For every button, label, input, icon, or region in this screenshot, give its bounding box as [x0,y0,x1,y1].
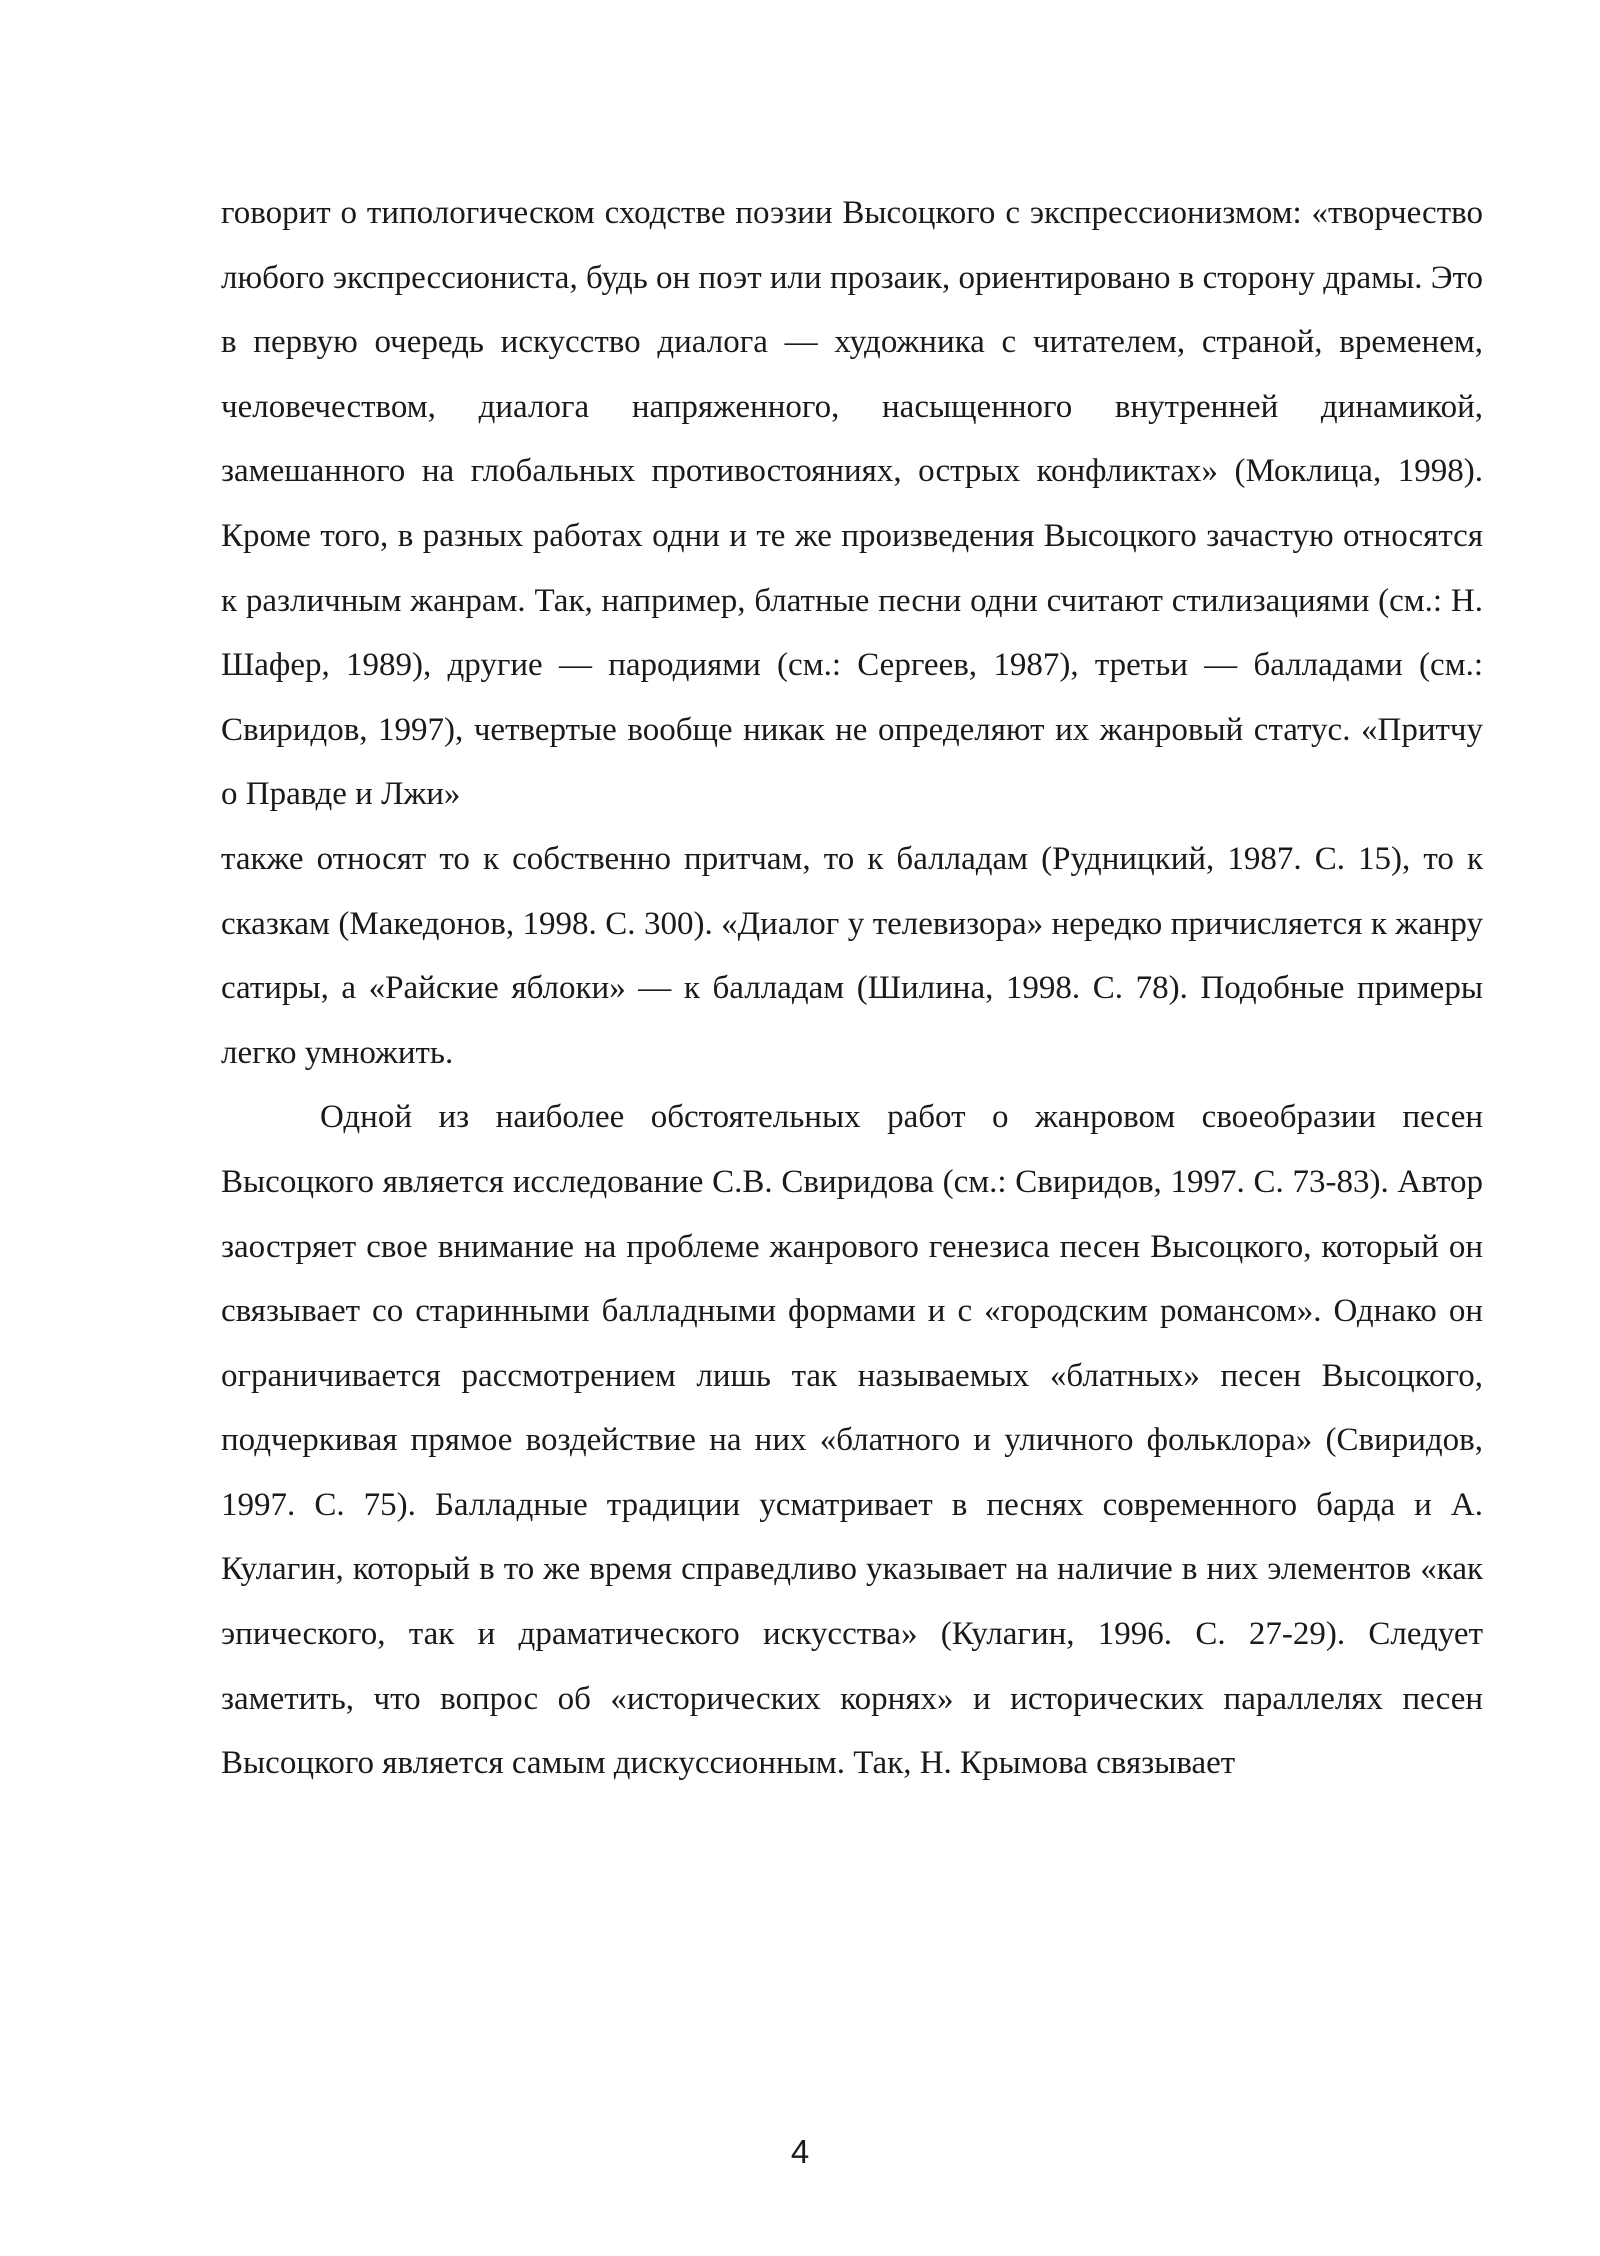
page-number: 4 [790,2133,810,2170]
paragraph-3: Одной из наиболее обстоятельных работ о жанровом своеобразии песен Высоцкого является исследование С.В. Свиридова (см.: Свиридов, 1997. С. 73-83). Автор заостряет свое внимание на проблеме жанрового генезиса песен Высоцкого, который он связывает со старинными балладными формами и с «городским романсом». Однако он ограничивается рассмотрением лишь так называемых «блатных» песен Высоцкого, подчеркивая прямое воздействие на них «блатного и уличного фольклора» (Свиридов, 1997. С. 75). Балладные традиции усматривает в песнях современного барда и А. Кулагин, который в то же время справедливо указывает на наличие в них элементов «как эпического, так и драматического искусства» (Кулагин, 1996. С. 27-29). Следует заметить, что вопрос об «исторических корнях» и исторических параллелях песен Высоцкого является самым дискуссионным. Так, Н. Крымова связывает [221,1099,1483,1782]
paragraph-1: говорит о типологическом сходстве поэзии Высоцкого с экспрессионизмом: «творчество любого экспрессиониста, будь он поэт или прозаик, ориентировано в сторону драмы. Это в первую очередь искусство диалога — художника с читателем, страной, временем, человечеством, диалога напряженного, насыщенного внутренней динамикой, замешанного на глобальных противостояниях, острых конфликтах» (Моклица, 1998). Кроме того, в разных работах одни и те же произведения Высоцкого зачастую относятся к различным жанрам. Так, например, блатные песни одни считают стилизациями (см.: Н. Шафер, 1989), другие — пародиями (см.: Сергеев, 1987), третьи — балладами (см.: Свиридов, 1997), четвертые вообще никак не определяют их жанровый статус. «Притчу о Правде и Лжи» [221,195,1483,813]
paragraph-2: также относят то к собственно притчам, то к балладам (Рудницкий, 1987. С. 15), то к сказкам (Македонов, 1998. С. 300). «Диалог у телевизора» нередко причисляется к жанру сатиры, а «Райские яблоки» — к балладам (Шилина, 1998. С. 78). Подобные примеры легко умножить. [221,840,1483,1071]
page-body [221,181,1483,1796]
